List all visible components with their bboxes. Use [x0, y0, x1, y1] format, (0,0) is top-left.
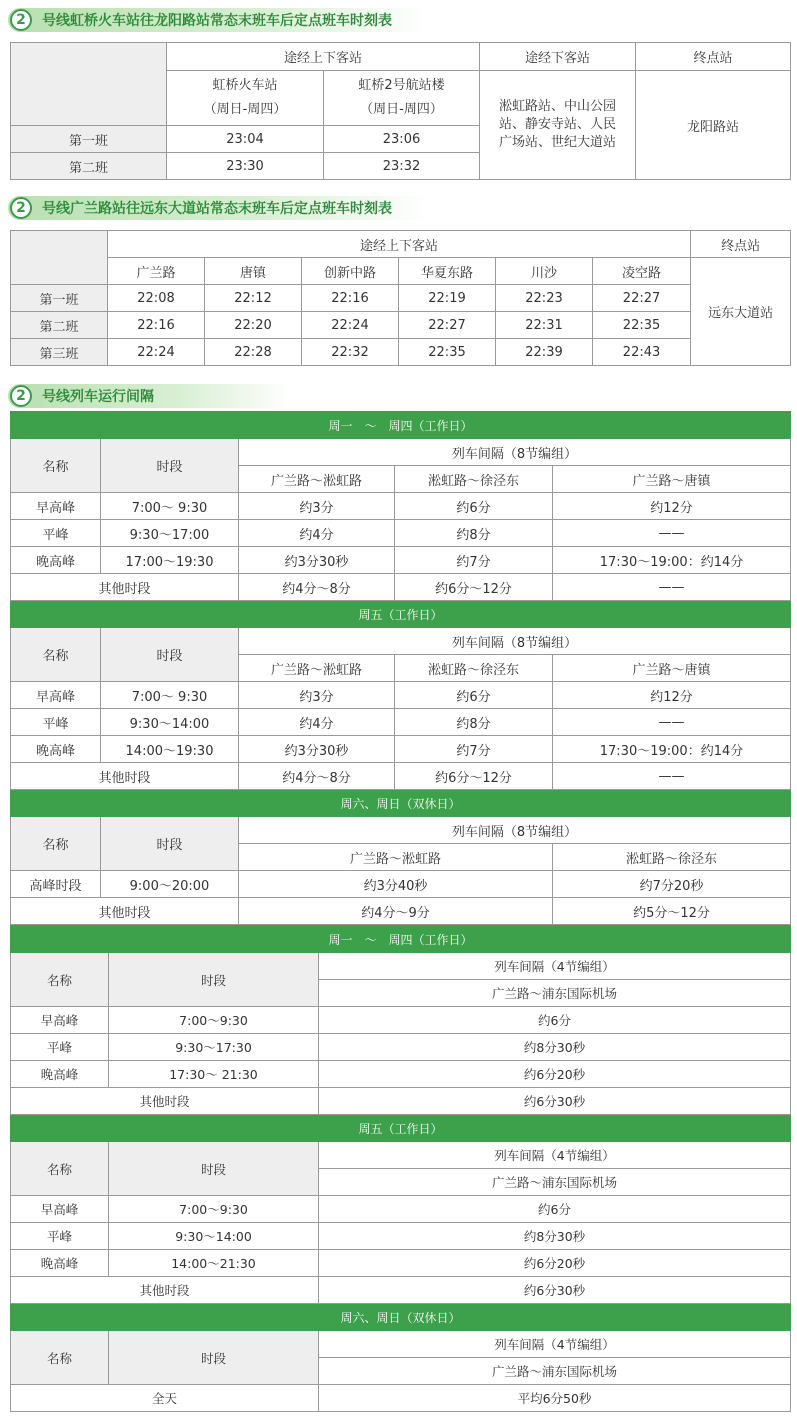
station-header [324, 71, 480, 126]
dropoff-stations-text: 淞虹路站、中山公园站、静安寺站、人民广场站、世纪大道站 [499, 99, 617, 150]
section1-header [8, 8, 568, 32]
col-name-header: 名称 [11, 953, 109, 1007]
col-period-header: 时段 [109, 1331, 319, 1385]
period-name: 早高峰 [11, 682, 101, 709]
group-header: 途经上下客站 [108, 231, 691, 258]
time-cell: 22:24 [302, 312, 399, 339]
route-header: 淞虹路～徐泾东 [395, 466, 553, 493]
time-cell: 22:43 [593, 339, 691, 366]
station-header [167, 71, 324, 126]
interval-header: 列车间隔（8节编组） [239, 439, 791, 466]
station-days: （周日-周四） [360, 102, 443, 117]
period-time: 14:00～21:30 [109, 1250, 319, 1277]
route-header: 广兰路～淞虹路 [239, 466, 395, 493]
route-header: 广兰路～淞虹路 [239, 655, 395, 682]
col-period-header: 时段 [101, 817, 239, 871]
day-band: 周一 ～ 周四（工作日） [11, 412, 791, 439]
period-name: 晚高峰 [11, 1250, 109, 1277]
time-cell: 22:08 [108, 285, 205, 312]
interval-value: 约6分 [319, 1007, 791, 1034]
period-name: 早高峰 [11, 1196, 109, 1223]
interval-value: —— [553, 709, 791, 736]
interval-value: 约8分 [395, 520, 553, 547]
interval-header: 列车间隔（4节编组） [319, 1142, 791, 1169]
time-cell: 22:20 [205, 312, 302, 339]
interval-4car-table [10, 925, 791, 1412]
period-name: 平峰 [11, 1034, 109, 1061]
interval-value: 约6分30秒 [319, 1088, 791, 1115]
interval-value: 约6分20秒 [319, 1061, 791, 1088]
row-label: 第二班 [11, 312, 108, 339]
period-name: 平峰 [11, 520, 101, 547]
interval-value: 约5分～12分 [553, 898, 791, 925]
dropoff-stations [480, 71, 636, 180]
col-period-header: 时段 [109, 1142, 319, 1196]
terminal-station: 龙阳路站 [636, 71, 791, 180]
interval-value: 约3分 [239, 682, 395, 709]
interval-value: 约4分～8分 [239, 574, 395, 601]
period-time: 7:00～ 9:30 [101, 493, 239, 520]
period-time: 7:00～9:30 [109, 1007, 319, 1034]
interval-value: 约7分 [395, 547, 553, 574]
interval-value: 约3分30秒 [239, 547, 395, 574]
col-period-header: 时段 [101, 439, 239, 493]
section2-title: 号线广兰路站往远东大道站常态末班车后定点班车时刻表 [42, 201, 392, 217]
period-name: 早高峰 [11, 493, 101, 520]
col-name-header: 名称 [11, 1331, 109, 1385]
section2-header [8, 196, 568, 220]
station-header: 川沙 [496, 258, 593, 285]
station-header: 唐镇 [205, 258, 302, 285]
row-label: 第三班 [11, 339, 108, 366]
time-cell: 22:32 [302, 339, 399, 366]
time-cell: 22:27 [399, 312, 496, 339]
section3-header [8, 384, 388, 408]
line-number-badge: 2 [10, 9, 32, 31]
period-name: 平峰 [11, 709, 101, 736]
corner-cell [11, 43, 167, 126]
line-number-badge: 2 [10, 197, 32, 219]
interval-value: 约6分 [395, 493, 553, 520]
row-label: 第一班 [11, 126, 167, 153]
interval-value: 约4分 [239, 520, 395, 547]
other-periods-label: 其他时段 [11, 898, 239, 925]
section3-title: 号线列车运行间隔 [42, 389, 154, 405]
period-time: 14:00～19:30 [101, 736, 239, 763]
col-name-header: 名称 [11, 628, 101, 682]
period-name: 高峰时段 [11, 871, 101, 898]
route-header: 广兰路～唐镇 [553, 466, 791, 493]
interval-header: 列车间隔（4节编组） [319, 953, 791, 980]
terminal-station: 远东大道站 [691, 258, 791, 366]
time-cell: 22:16 [302, 285, 399, 312]
period-time: 7:00～ 9:30 [101, 682, 239, 709]
time-cell: 22:24 [108, 339, 205, 366]
section2-table [10, 230, 791, 366]
interval-value: 约8分30秒 [319, 1223, 791, 1250]
section1-table [10, 42, 791, 180]
time-cell: 23:04 [167, 126, 324, 153]
time-cell: 22:35 [399, 339, 496, 366]
period-name: 晚高峰 [11, 1061, 109, 1088]
interval-value: 17:30～19:00：约14分 [553, 736, 791, 763]
day-band: 周五（工作日） [11, 1115, 791, 1142]
period-time: 9:30～14:00 [101, 709, 239, 736]
dropoff-header: 途经下客站 [480, 43, 636, 71]
interval-value: 约4分～9分 [239, 898, 553, 925]
station-name: 虹桥2号航站楼 [358, 78, 445, 93]
other-periods-label: 其他时段 [11, 1277, 319, 1304]
route-header: 广兰路～淞虹路 [239, 844, 553, 871]
interval-value: —— [553, 763, 791, 790]
period-time: 9:30～14:00 [109, 1223, 319, 1250]
allday-label: 全天 [11, 1385, 319, 1412]
interval-value: 平均6分50秒 [319, 1385, 791, 1412]
time-cell: 22:39 [496, 339, 593, 366]
time-cell: 22:31 [496, 312, 593, 339]
day-band: 周五（工作日） [11, 601, 791, 628]
row-label: 第二班 [11, 153, 167, 180]
station-header: 凌空路 [593, 258, 691, 285]
interval-value: 约7分20秒 [553, 871, 791, 898]
day-band: 周六、周日（双休日） [11, 790, 791, 817]
station-header: 华夏东路 [399, 258, 496, 285]
time-cell: 23:30 [167, 153, 324, 180]
time-cell: 22:35 [593, 312, 691, 339]
interval-header: 列车间隔（8节编组） [239, 817, 791, 844]
route-header: 淞虹路～徐泾东 [553, 844, 791, 871]
period-time: 17:30～ 21:30 [109, 1061, 319, 1088]
time-cell: 22:28 [205, 339, 302, 366]
time-cell: 22:19 [399, 285, 496, 312]
group-header: 途经上下客站 [167, 43, 480, 71]
period-time: 9:00～20:00 [101, 871, 239, 898]
interval-value: 约12分 [553, 493, 791, 520]
other-periods-label: 其他时段 [11, 574, 239, 601]
col-name-header: 名称 [11, 439, 101, 493]
station-header: 创新中路 [302, 258, 399, 285]
interval-value: 约6分～12分 [395, 763, 553, 790]
route-header: 广兰路～唐镇 [553, 655, 791, 682]
interval-value: 约6分～12分 [395, 574, 553, 601]
period-time: 17:00～19:30 [101, 547, 239, 574]
other-periods-label: 其他时段 [11, 1088, 319, 1115]
time-cell: 23:06 [324, 126, 480, 153]
interval-value: —— [553, 574, 791, 601]
corner-cell [11, 231, 108, 285]
period-time: 9:30～17:00 [101, 520, 239, 547]
route-header: 广兰路～浦东国际机场 [319, 1358, 791, 1385]
interval-8car-table [10, 411, 791, 925]
day-band: 周六、周日（双休日） [11, 1304, 791, 1331]
time-cell: 22:27 [593, 285, 691, 312]
time-cell: 22:23 [496, 285, 593, 312]
interval-value: 约6分30秒 [319, 1277, 791, 1304]
section1-title: 号线虹桥火车站往龙阳路站常态末班车后定点班车时刻表 [42, 13, 392, 29]
col-period-header: 时段 [109, 953, 319, 1007]
time-cell: 22:16 [108, 312, 205, 339]
period-name: 早高峰 [11, 1007, 109, 1034]
time-cell: 22:12 [205, 285, 302, 312]
time-cell: 23:32 [324, 153, 480, 180]
period-name: 平峰 [11, 1223, 109, 1250]
interval-value: 约4分 [239, 709, 395, 736]
other-periods-label: 其他时段 [11, 763, 239, 790]
interval-value: 约12分 [553, 682, 791, 709]
row-label: 第一班 [11, 285, 108, 312]
interval-value: 约4分～8分 [239, 763, 395, 790]
interval-value: 17:30～19:00：约14分 [553, 547, 791, 574]
period-time: 7:00～9:30 [109, 1196, 319, 1223]
interval-header: 列车间隔（4节编组） [319, 1331, 791, 1358]
interval-value: 约3分30秒 [239, 736, 395, 763]
station-days: （周日-周四） [203, 102, 287, 117]
interval-value: 约6分 [395, 682, 553, 709]
line-number-badge: 2 [10, 385, 32, 407]
interval-value: 约8分 [395, 709, 553, 736]
interval-header: 列车间隔（8节编组） [239, 628, 791, 655]
station-name: 虹桥火车站 [212, 78, 278, 93]
interval-value: 约8分30秒 [319, 1034, 791, 1061]
terminal-header: 终点站 [691, 231, 791, 258]
interval-value: 约3分40秒 [239, 871, 553, 898]
terminal-header: 终点站 [636, 43, 791, 71]
col-period-header: 时段 [101, 628, 239, 682]
day-band: 周一 ～ 周四（工作日） [11, 926, 791, 953]
period-name: 晚高峰 [11, 736, 101, 763]
interval-value: 约7分 [395, 736, 553, 763]
col-name-header: 名称 [11, 817, 101, 871]
route-header: 广兰路～浦东国际机场 [319, 1169, 791, 1196]
interval-value: 约6分 [319, 1196, 791, 1223]
interval-value: 约3分 [239, 493, 395, 520]
interval-value: 约6分20秒 [319, 1250, 791, 1277]
period-name: 晚高峰 [11, 547, 101, 574]
period-time: 9:30～17:30 [109, 1034, 319, 1061]
station-header: 广兰路 [108, 258, 205, 285]
route-header: 淞虹路～徐泾东 [395, 655, 553, 682]
col-name-header: 名称 [11, 1142, 109, 1196]
interval-value: —— [553, 520, 791, 547]
route-header: 广兰路～浦东国际机场 [319, 980, 791, 1007]
